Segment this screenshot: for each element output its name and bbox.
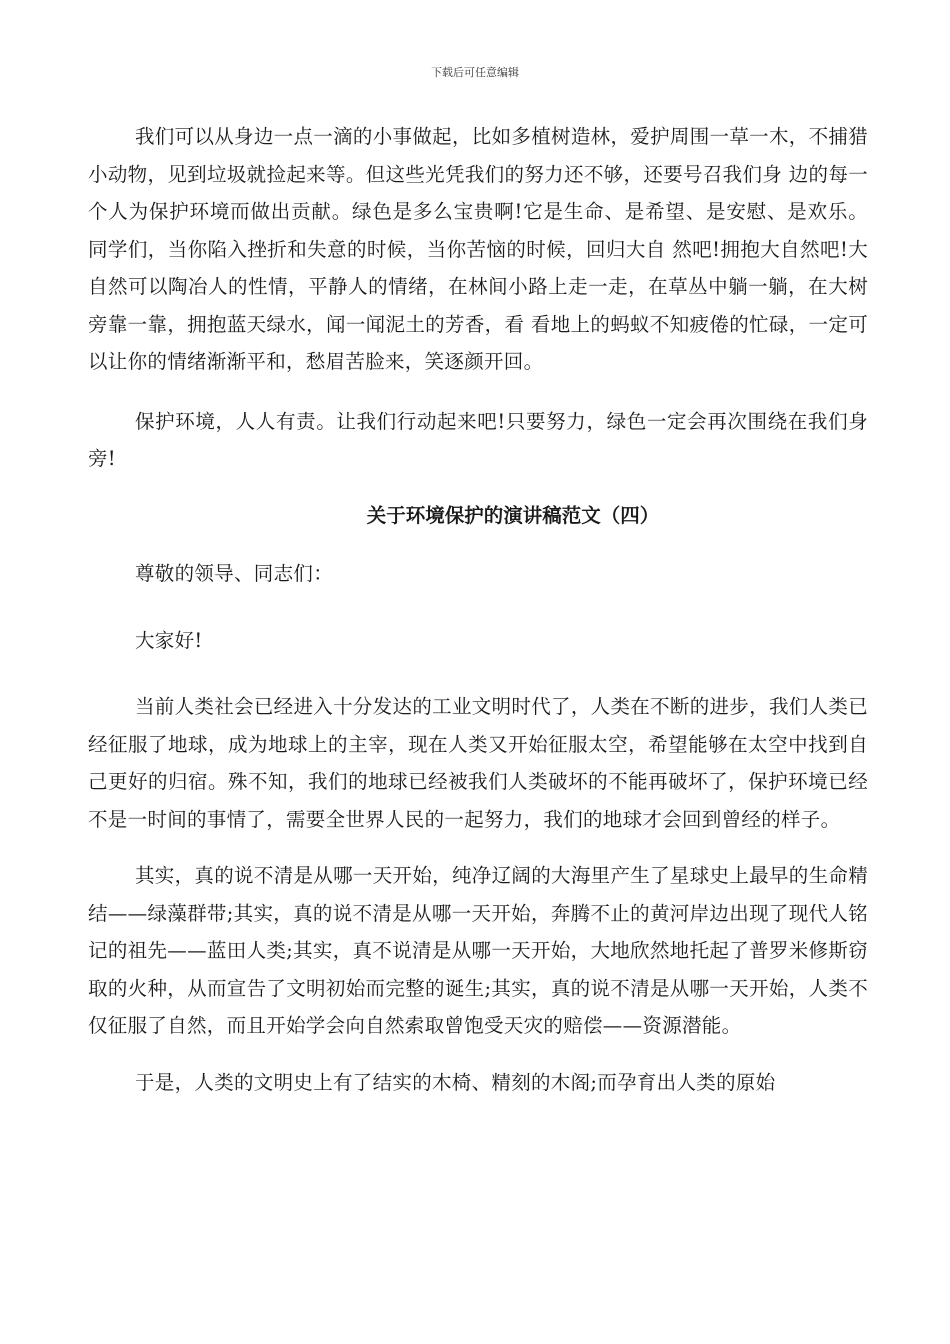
- paragraph-call-to-action: 保护环境，人人有责。让我们行动起来吧!只要努力，绿色一定会再次围绕在我们身旁!: [88, 409, 868, 470]
- paragraph-industrial-era: 当前人类社会已经进入十分发达的工业文明时代了，人类在不断的进步，我们人类已经征服了地球，成为地球上的主宰，现在人类又开始征服太空，希望能够在太空中找到自己更好的归宿。殊不知，我们的地球已经被我们人类破坏的不能再破坏了，保护环境已经不是一时间的事情了，需要全世界人民的一起努力，我们的地球才会回到曾经的样子。: [88, 695, 868, 831]
- section-title: 关于环境保护的演讲稿范文（四）: [366, 503, 660, 527]
- paragraph-history: 其实，真的说不清是从哪一天开始，纯净辽阔的大海里产生了星球史上最早的生命精结——绿藻群带;其实，真的说不清是从哪一天开始，奔腾不止的黄河岸边出现了现代人铭记的祖先——蓝田人类;其实，真不说清是从哪一天开始，大地欣然地托起了普罗米修斯窃取的火种，从而宣告了文明初始而完整的诞生;其实，真的说不清是从哪一天开始，人类不仅征服了自然，而且开始学会向自然索取曾饱受天灾的赔偿——资源潜能。: [88, 864, 868, 1037]
- page-header: 下载后可任意编辑: [431, 66, 519, 79]
- paragraph-nature: 我们可以从身边一点一滴的小事做起，比如多植树造林，爱护周围一草一木，不捕猎小动物，见到垃圾就捡起来等。但这些光凭我们的努力还不够，还要号召我们身 边的每一个人为保护环境而做出贡献。绿色是多么宝贵啊!它是生命、是希望、是安慰、是欢乐。同学们，当你陷入挫折和失意的时候，当你苦恼的时候，回归大自 然吧!拥抱大自然吧!大自然可以陶冶人的性情，平静人的情绪，在林间小路上走一走，在草丛中躺一躺，在大树旁靠一靠，拥抱蓝天绿水，闻一闻泥土的芳香，看 看地上的蚂蚁不知疲倦的忙碌，一定可以让你的情绪渐渐平和，愁眉苦脸来，笑逐颜开回。: [88, 125, 868, 373]
- document-body: [88, 118, 868, 1120]
- paragraph-civilization: 于是，人类的文明史上有了结实的木椅、精刻的木阁;而孕育出人类的原始: [135, 1070, 776, 1094]
- greeting: 尊敬的领导、同志们：: [135, 562, 334, 585]
- salutation: 大家好!: [135, 628, 203, 652]
